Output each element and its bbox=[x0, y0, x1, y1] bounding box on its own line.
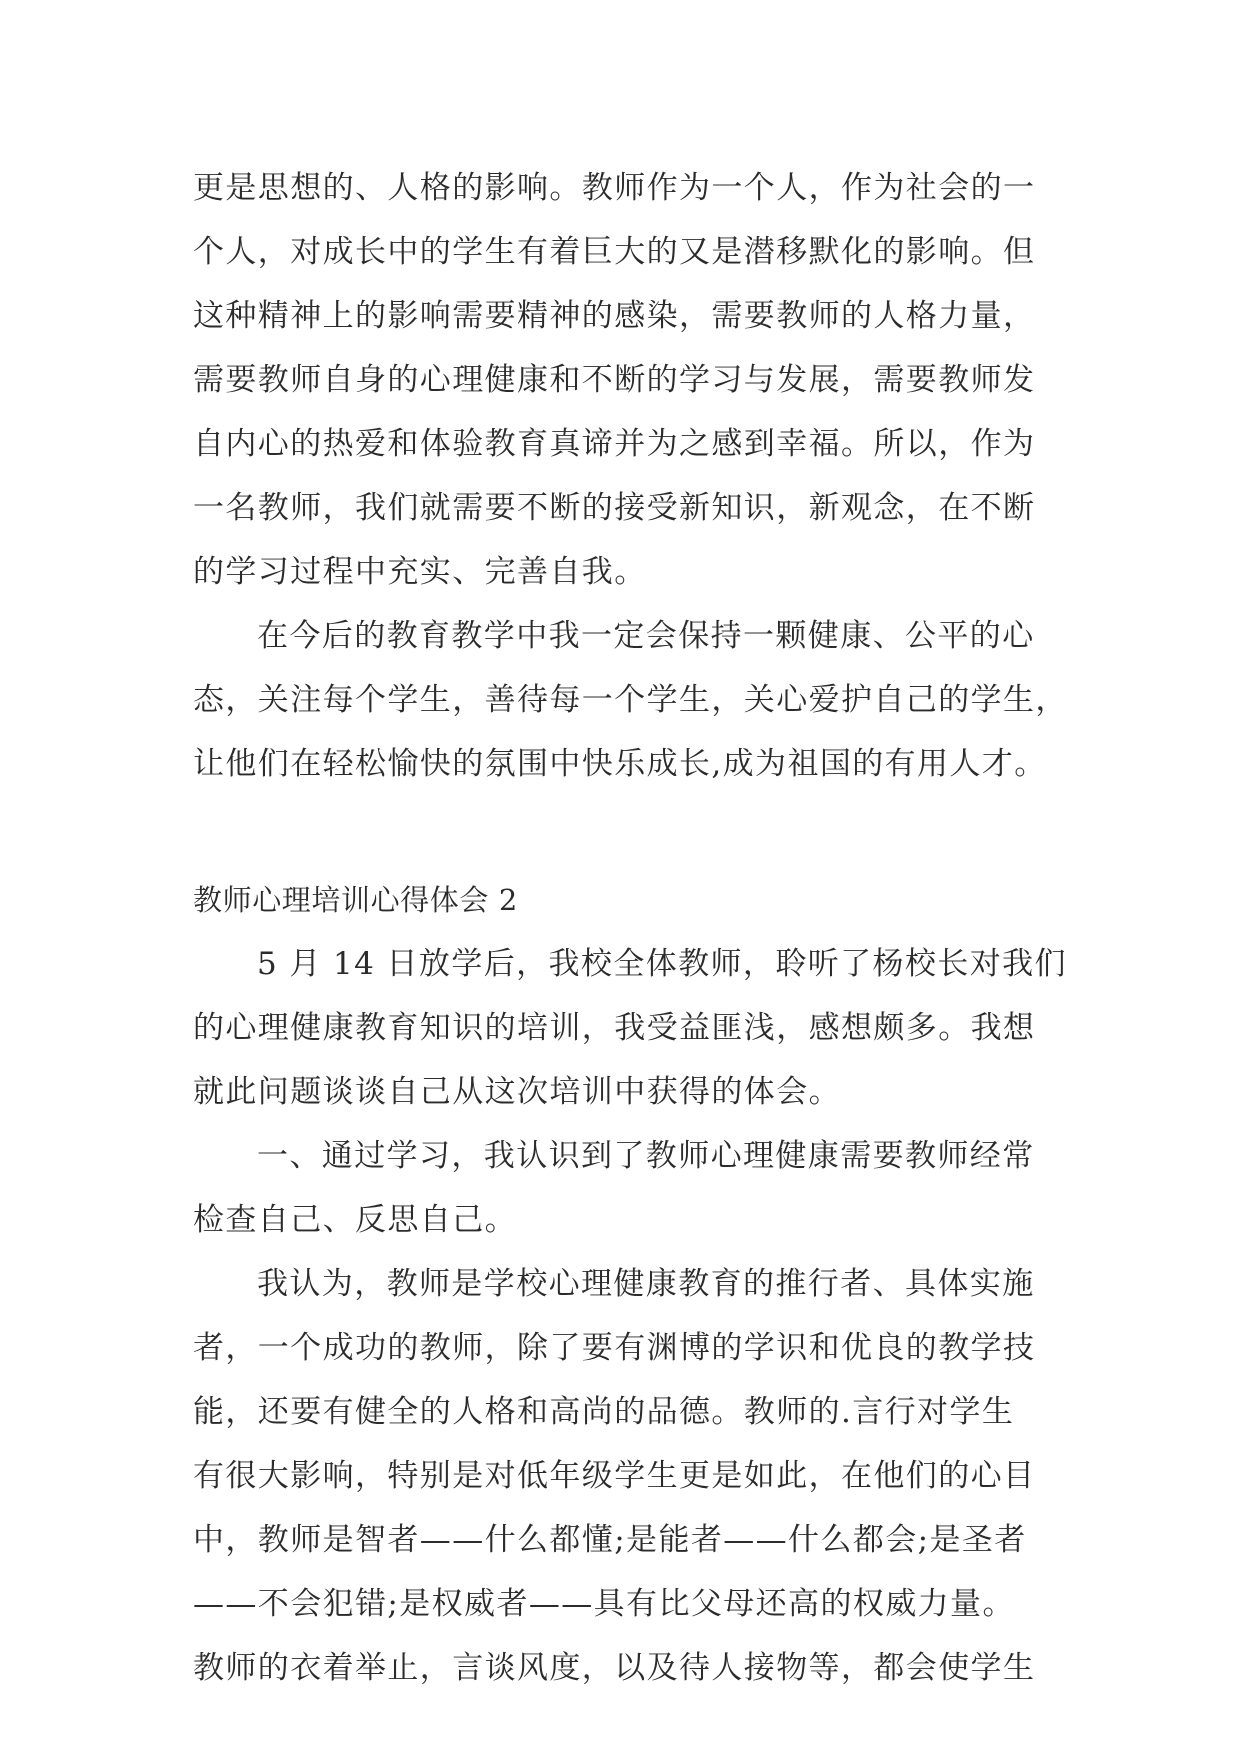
paragraph-line: 这种精神上的影响需要精神的感染，需要教师的人格力量， bbox=[193, 298, 1036, 334]
paragraph-line: 能，还要有健全的人格和高尚的品德。教师的.言行对学生 bbox=[193, 1394, 1015, 1430]
paragraph-line: 需要教师自身的心理健康和不断的学习与发展，需要教师发 bbox=[193, 362, 1036, 398]
paragraph-line: 检查自己、反思自己。 bbox=[193, 1202, 517, 1238]
paragraph-line: 的学习过程中充实、完善自我。 bbox=[193, 554, 647, 590]
paragraph-line: 一、通过学习，我认识到了教师心理健康需要教师经常 bbox=[257, 1138, 1035, 1174]
paragraph-line: 教师的衣着举止，言谈风度，以及待人接物等，都会使学生 bbox=[193, 1650, 1036, 1686]
paragraph-line: 我认为，教师是学校心理健康教育的推行者、具体实施 bbox=[257, 1266, 1035, 1302]
paragraph-line: ——不会犯错;是权威者——具有比父母还高的权威力量。 bbox=[193, 1586, 1015, 1622]
paragraph-1 bbox=[193, 156, 1053, 604]
paragraph-line: 自内心的热爱和体验教育真谛并为之感到幸福。所以，作为 bbox=[193, 426, 1036, 462]
paragraph-line: 就此问题谈谈自己从这次培训中获得的体会。 bbox=[193, 1074, 841, 1110]
paragraph-line: 个人，对成长中的学生有着巨大的又是潜移默化的影响。但 bbox=[193, 234, 1036, 270]
document-body bbox=[193, 156, 1068, 1700]
paragraph-line: 让他们在轻松愉快的氛围中快乐成长,成为祖国的有用人才。 bbox=[193, 746, 1047, 782]
paragraph-2 bbox=[193, 604, 1068, 796]
paragraph-line: 一名教师，我们就需要不断的接受新知识，新观念，在不断 bbox=[193, 490, 1036, 526]
paragraph-3 bbox=[193, 932, 1067, 1124]
paragraph-4 bbox=[193, 1124, 1053, 1252]
paragraph-line: 的心理健康教育知识的培训，我受益匪浅，感想颇多。我想 bbox=[193, 1010, 1036, 1046]
paragraph-line: 态，关注每个学生，善待每一个学生，关心爱护自己的学生， bbox=[193, 682, 1068, 718]
paragraph-line: 者，一个成功的教师，除了要有渊博的学识和优良的教学技 bbox=[193, 1330, 1036, 1366]
paragraph-line: 中，教师是智者——什么都懂;是能者——什么都会;是圣者 bbox=[193, 1522, 1027, 1558]
paragraph-line: 更是思想的、人格的影响。教师作为一个人，作为社会的一 bbox=[193, 170, 1036, 206]
section-spacer bbox=[193, 796, 1053, 868]
paragraph-line: 5 月 14 日放学后，我校全体教师，聆听了杨校长对我们 bbox=[257, 946, 1067, 982]
section-title: 教师心理培训心得体会 2 bbox=[193, 883, 518, 917]
paragraph-line: 有很大影响，特别是对低年级学生更是如此，在他们的心目 bbox=[193, 1458, 1036, 1494]
paragraph-5 bbox=[193, 1252, 1053, 1700]
paragraph-line: 在今后的教育教学中我一定会保持一颗健康、公平的心 bbox=[257, 618, 1035, 654]
